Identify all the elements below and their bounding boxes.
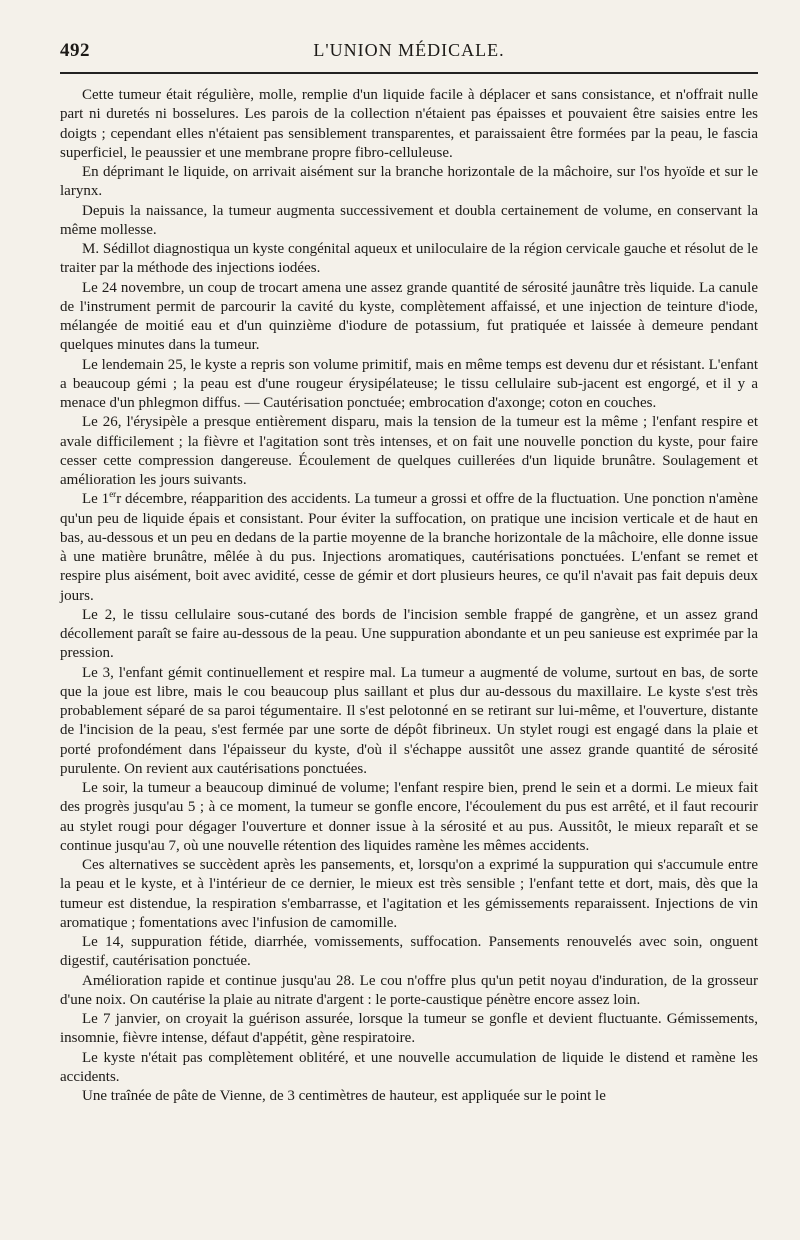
paragraph: Le 26, l'érysipèle a presque entièrement disparu, mais la tension de la tumeur est la même ; l'enfant respire et avale difficilement ; la fièvre et l'agitation sont très intenses, et on fait une nouvelle ponction du kyste, pour faire cesser cette compression dangereuse. Écoulement de quelques cuillerées d'un liquide brunâtre. Soulagement et amélioration les jours suivants. [60, 414, 758, 488]
page-number: 492 [60, 40, 90, 61]
paragraph: En déprimant le liquide, on arrivait aisément sur la branche horizontale de la mâchoire, sur l'os hyoïde et sur le larynx. [60, 164, 758, 200]
paragraph: M. Sédillot diagnostiqua un kyste congénital aqueux et uniloculaire de la région cervicale gauche et résolut de le traiter par la méthode des injections iodées. [60, 241, 758, 277]
paragraph: Le 2, le tissu cellulaire sous-cutané des bords de l'incision semble frappé de gangrène, et un assez grand décollement paraît se faire au-dessous de la peau. Une suppuration abondante et un peu sanieuse est exprimée par la pression. [60, 606, 758, 662]
paragraph: Amélioration rapide et continue jusqu'au 28. Le cou n'offre plus qu'un petit noyau d'induration, de la grosseur d'une noix. On cautérise la plaie au nitrate d'argent : le porte-caustique pénètre encore assez loin. [60, 972, 758, 1008]
paragraph: Le lendemain 25, le kyste a repris son volume primitif, mais en même temps est devenu dur et résistant. L'enfant a beaucoup gémi ; la peau est d'une rougeur érysipélateuse; le tissu cellulaire sub-jacent est engorgé, et il y a menace d'un phlegmon diffus. — Cautérisation ponctuée; embrocation d'axonge; coton en couches. [60, 356, 758, 411]
paragraph: Cette tumeur était régulière, molle, remplie d'un liquide facile à déplacer et sans consistance, et n'offrait nulle part ni duretés ni bosselures. Les parois de la collection n'étaient pas épaisses et pouvaient être saisies entre les doigts ; cependant elles n'étaient pas sensiblement transparentes, et paraissaient être formées par la peau, le fascia superficiel, le peaussier et une membrane propre fibro-celluleuse. [60, 87, 758, 161]
paragraph: Le kyste n'était pas complètement oblitéré, et une nouvelle accumulation de liquide le distend et ramène les accidents. [60, 1049, 758, 1085]
paragraph: Le soir, la tumeur a beaucoup diminué de volume; l'enfant respire bien, prend le sein et a dormi. Le mieux fait des progrès jusqu'au 5 ; à ce moment, la tumeur se gonfle encore, l'écoulement du pus est arrêté, et il faut recourir au stylet rougi pour dégager l'ouverture et donner issue à la sérosité et au pus. Aussitôt, le mieux reparaît et se continue jusqu'au 7, où une nouvelle rétention des liquides ramène les mêmes accidents. [60, 780, 758, 854]
body-text [60, 86, 758, 1106]
paragraph: Le 14, suppuration fétide, diarrhée, vomissements, suffocation. Pansements renouvelés avec soin, onguent digestif, cautérisation ponctuée. [60, 934, 758, 970]
paragraph: Une traînée de pâte de Vienne, de 3 centimètres de hauteur, est appliquée sur le point le [82, 1088, 606, 1104]
paragraph: Le 1err décembre, réapparition des accidents. La tumeur a grossi et offre de la fluctuation. Une ponction n'amène qu'un peu de liquide épais et consistant. Pour éviter la suffocation, on pratique une incision verticale et de haut en bas, au-dessous et un peu en dedans de la partie moyenne de la branche horizontale de la mâchoire, elle donne issue à une matière brunâtre, mêlée à du pus. Injections aromatiques, cautérisations ponctuées. L'enfant se remet et respire plus aisément, boit avec avidité, cesse de gémir et dort plusieurs heures, ce qu'il n'avait pas fait depuis deux jours. [60, 489, 759, 604]
header-rule [60, 72, 758, 74]
paragraph: Le 24 novembre, un coup de trocart amena une assez grande quantité de sérosité jaunâtre très liquide. La canule de l'instrument permit de parcourir la cavité du kyste, complètement affaissé, et une injection de teinture d'iode, mélangée de moitié eau et d'un quinzième d'iodure de potassium, fut pratiquée et laissée à demeure pendant quelques minutes dans la tumeur. [60, 279, 758, 354]
paragraph: Depuis la naissance, la tumeur augmenta successivement et doubla certainement de volume, en conservant la même mollesse. [60, 202, 758, 238]
paragraph: Le 3, l'enfant gémit continuellement et respire mal. La tumeur a augmenté de volume, surtout en bas, de sorte que la joue est libre, mais le cou beaucoup plus saillant et plus dur au-dessous du maxillaire. Le kyste s'est très probablement séparé de sa paroi tégumentaire. Il s'est pelotonné en se retirant sur lui-même, et l'ouverture, distante de l'incision de la peau, s'est fermée par une sorte de dépôt fibrineux. Un stylet rougi est engagé dans la plaie et porté profondément dans l'épaisseur du kyste, d'où il s'échappe aussitôt une assez grande quantité de sérosité purulente. On revient aux cautérisations ponctuées. [60, 664, 758, 777]
page-header [60, 38, 758, 68]
running-title: L'UNION MÉDICALE. [313, 40, 505, 60]
paragraph: Le 7 janvier, on croyait la guérison assurée, lorsque la tumeur se gonfle et devient fluctuante. Gémissements, insomnie, fièvre intense, défaut d'appétit, gène respiratoire. [60, 1011, 758, 1047]
paragraph: Ces alternatives se succèdent après les pansements, et, lorsqu'on a exprimé la suppuration qui s'accumule entre la peau et le kyste, et à l'intérieur de ce dernier, le mieux est très sensible ; l'enfant tette et dort, mais, dès que la tumeur est distendue, la respiration s'embarrasse, et l'agitation et les gémissements reparaissent. Injections de vin aromatique ; fomentations avec l'infusion de camomille. [60, 857, 758, 931]
